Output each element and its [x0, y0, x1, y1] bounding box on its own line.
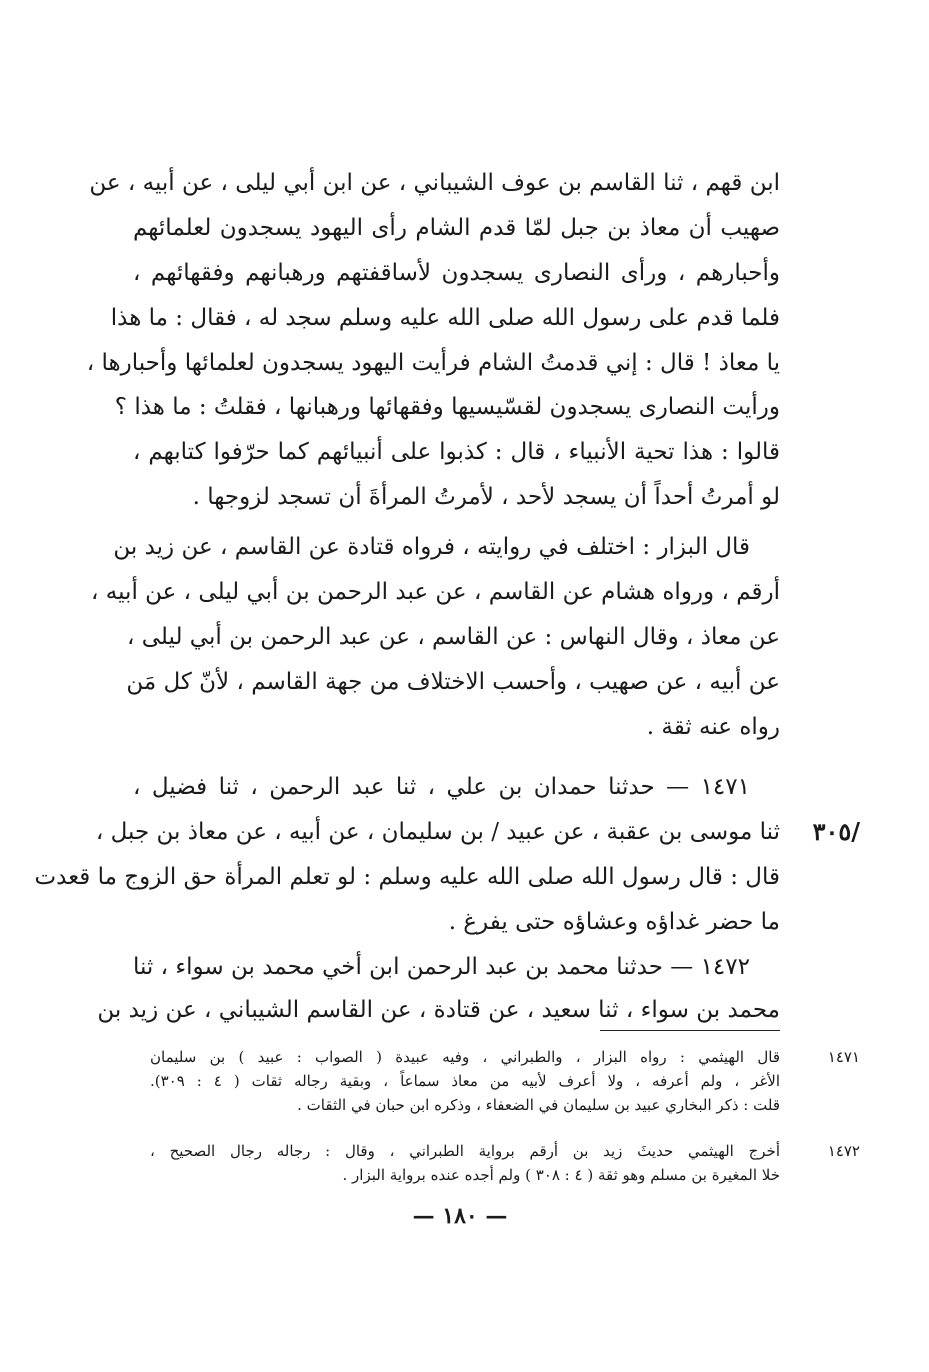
text-line: صهيب أن معاذ بن جبل لمّا قدم الشام رأى اليهود يسجدون لعلمائهم — [133, 215, 780, 241]
footnote-line: قال الهيثمي : رواه البزار ، والطبراني ، وفيه عبيدة ( الصواب : عبيد ) بن سليمان — [150, 1048, 780, 1066]
text-line: وأحبارهم ، ورأى النصارى يسجدون لأساقفتهم ورهبانهم وفقهائهم ، — [133, 260, 780, 286]
text-line: ابن قهم ، ثنا القاسم بن عوف الشيباني ، عن ابن أبي ليلى ، عن أبيه ، عن — [89, 170, 780, 196]
text-line: ثنا موسى بن عقبة ، عن عبيد / بن سليمان ، عن أبيه ، عن معاذ بن جبل ، — [95, 819, 780, 845]
hadith-1472-line: ١٤٧٢ — حدثنا محمد بن عبد الرحمن ابن أخي محمد بن سواء ، ثنا — [132, 954, 750, 980]
text-line: أرقم ، ورواه هشام عن القاسم ، عن عبد الرحمن بن أبي ليلى ، عن أبيه ، — [91, 579, 780, 605]
footnote-line: قلت : ذكر البخاري عبيد بن سليمان في الضعفاء ، وذكره ابن حبان في الثقات . — [297, 1096, 780, 1114]
footnote-number: ١٤٧١ — [827, 1048, 860, 1066]
text-line: يا معاذ ! قال : إني قدمتُ الشام فرأيت اليهود يسجدون لعلمائها وأحبارها ، — [86, 350, 780, 376]
hadith-1471-line: ١٤٧١ — حدثنا حمدان بن علي ، ثنا عبد الرحمن ، ثنا فضيل ، — [133, 774, 750, 800]
text-line: قالوا : هذا تحية الأنبياء ، قال : كذبوا على أنبيائهم كما حرّفوا كتابهم ، — [133, 439, 780, 465]
text-line: ورأيت النصارى يسجدون لقسّيسيها وفقهائها ورهبانها ، فقلتُ : ما هذا ؟ — [114, 394, 780, 420]
text-line: قال : قال رسول الله صلى الله عليه وسلم : لو تعلم المرأة حق الزوج ما قعدت — [34, 864, 780, 890]
footnote-line: أخرج الهيثمي حديثَ زيد بن أرقم برواية الطبراني ، وقال : رجاله رجال الصحيح ، — [150, 1142, 780, 1160]
text-line: فلما قدم على رسول الله صلى الله عليه وسلم سجد له ، فقال : ما هذا — [110, 305, 780, 331]
footnote-number: ١٤٧٢ — [827, 1142, 860, 1160]
footnote-line: خلا المغيرة بن مسلم وهو ثقة ( ٤ : ٣٠٨ ) ولم أجده عنده برواية البزار . — [342, 1166, 780, 1184]
footnote-divider — [600, 1030, 780, 1031]
text-line: محمد بن سواء ، ثنا سعيد ، عن قتادة ، عن القاسم الشيباني ، عن زيد بن — [97, 997, 780, 1023]
footnote-line: الأغر ، ولم أعرفه ، ولا أعرف لأبيه من معاذ سماعاً ، وبقية رجاله ثقات ( ٤ : ٣٠٩). — [150, 1072, 781, 1090]
text-line: ما حضر غداؤه وعشاؤه حتى يفرغ . — [448, 909, 780, 935]
text-line: رواه عنه ثقة . — [646, 714, 780, 740]
margin-page-marker: /٣٠٥ — [812, 817, 860, 846]
text-line: عن أبيه ، عن صهيب ، وأحسب الاختلاف من جهة القاسم ، لأنّ كل مَن — [126, 669, 780, 695]
page-number: — ١٨٠ — — [412, 1203, 508, 1229]
text-line: قال البزار : اختلف في روايته ، فرواه قتادة عن القاسم ، عن زيد بن — [113, 534, 750, 560]
text-line: عن معاذ ، وقال النهاس : عن القاسم ، عن عبد الرحمن بن أبي ليلى ، — [127, 624, 780, 650]
text-line: لو أمرتُ أحداً أن يسجد لأحد ، لأمرتُ المرأةَ أن تسجد لزوجها . — [192, 484, 780, 510]
